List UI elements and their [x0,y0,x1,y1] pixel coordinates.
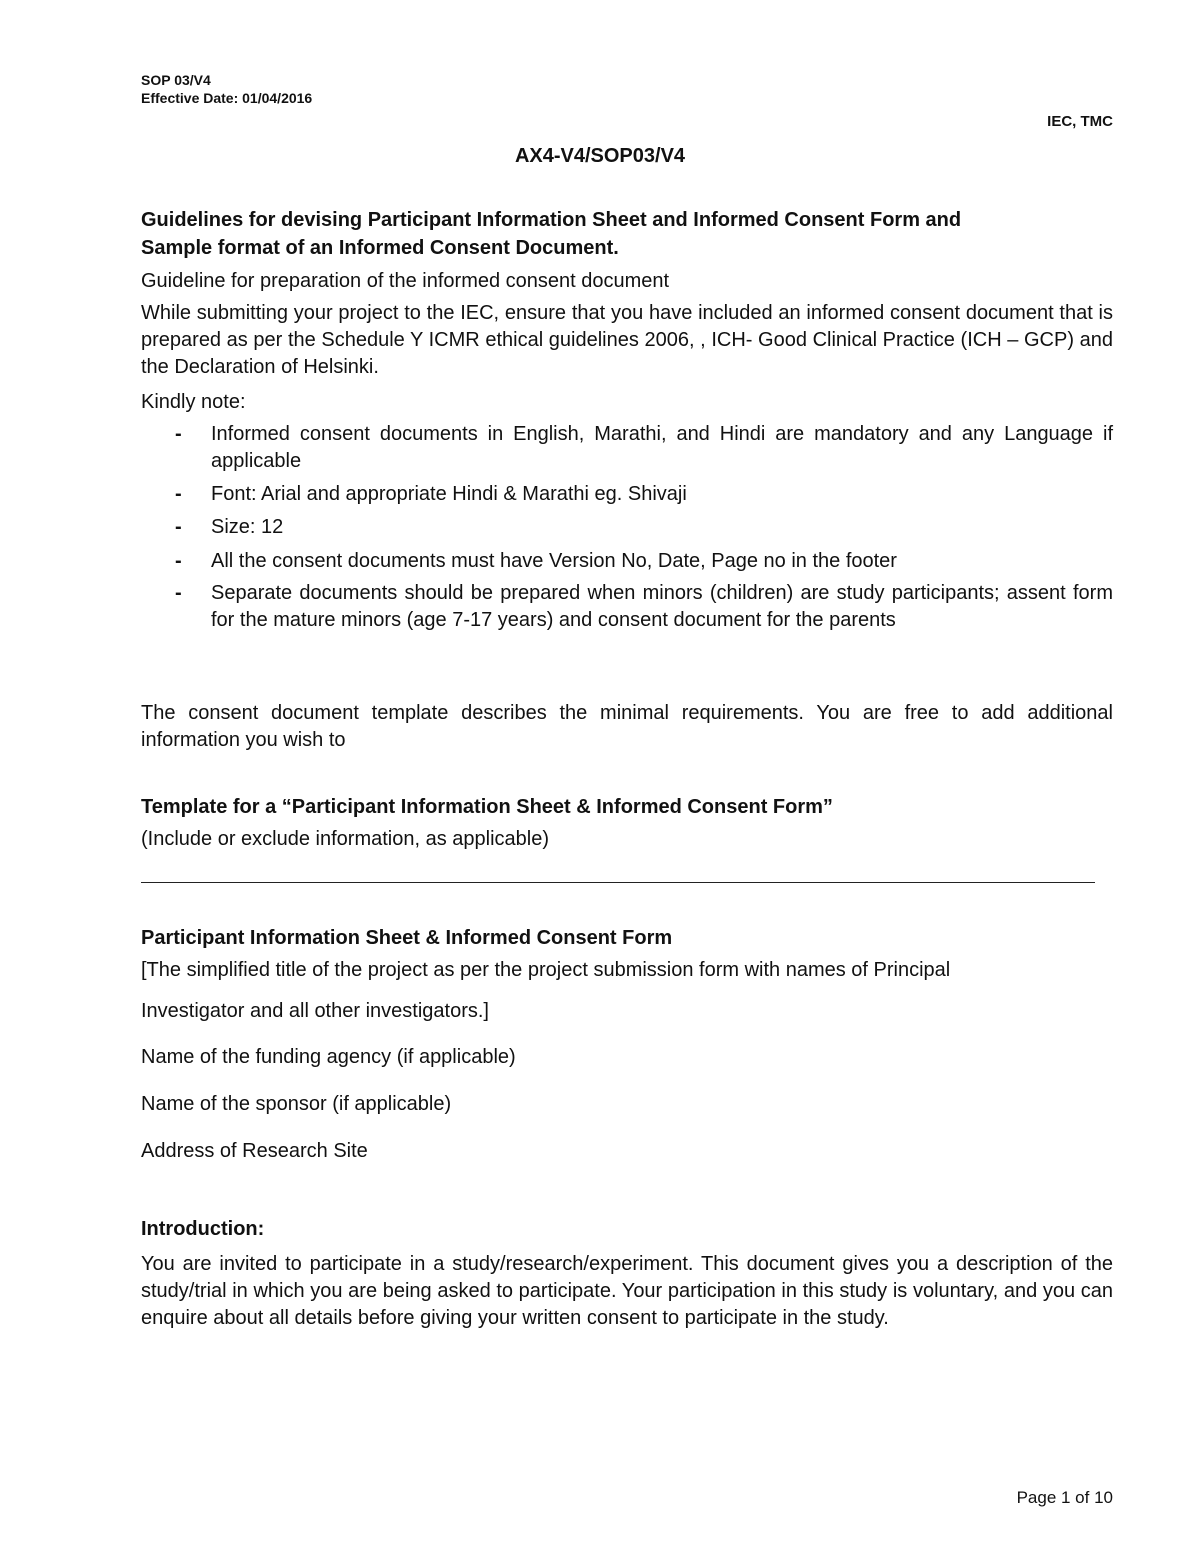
document-title: AX4-V4/SOP03/V4 [514,145,686,167]
kindly-note: Kindly note: [141,391,246,413]
page-number: Page 1 of 10 [1016,1488,1113,1507]
effective-date: Effective Date: 01/04/2016 [141,90,313,106]
guidelines-heading-line2: Sample format of an Informed Consent Document. [141,237,619,259]
bullet-marker: - [175,483,182,505]
list-item-text: Separate documents should be prepared when minors (children) are study participants; assent form for the mature minors (age 7-17 years) and consent document for the parents [211,582,1113,631]
doc-code: SOP 03/V4 [141,72,211,88]
list-item-text: Informed consent documents in English, Marathi, and Hindi are mandatory and any Language if applicable [211,423,1113,472]
funding-agency: Name of the funding agency (if applicable) [141,1046,516,1068]
submission-paragraph: While submitting your project to the IEC, ensure that you have included an informed consent document that is prepared as per the Schedule Y ICMR ethical guidelines 2006, , ICH- Good Clinical Practice (ICH – GCP) and the Declaration of Helsinki. [141,302,1113,378]
bullet-marker: - [175,516,182,538]
separator-line [141,882,1095,883]
list-item-text: Font: Arial and appropriate Hindi & Marathi eg. Shivaji [211,483,687,505]
guideline-subheading: Guideline for preparation of the informed consent document [141,270,670,292]
project-title-line2: Investigator and all other investigators.] [141,1000,489,1022]
introduction-paragraph: You are invited to participate in a study/research/experiment. This document gives you a description of the study/trial in which you are being asked to participate. Your participation in this study is voluntary, and you can enquire about all details before giving your written consent to participate in the study. [141,1253,1113,1329]
guidelines-heading-line1: Guidelines for devising Participant Information Sheet and Informed Consent Form and [141,209,962,231]
research-site-address: Address of Research Site [141,1140,368,1162]
list-item-text: Size: 12 [211,516,284,538]
bullet-marker: - [175,582,182,604]
sponsor-name: Name of the sponsor (if applicable) [141,1093,452,1115]
form-heading: Participant Information Sheet & Informed Consent Form [141,927,673,949]
list-item-text: All the consent documents must have Version No, Date, Page no in the footer [211,550,897,572]
template-heading: Template for a “Participant Information Sheet & Informed Consent Form” [141,796,833,818]
bullet-marker: - [175,550,182,572]
template-note: (Include or exclude information, as applicable) [141,828,549,850]
template-note-paragraph: The consent document template describes the minimal requirements. You are free to add additional information you wish to [141,702,1113,751]
introduction-heading: Introduction: [141,1218,265,1240]
org-label: IEC, TMC [1047,113,1113,130]
bullet-marker: - [175,423,182,445]
project-title-line1: [The simplified title of the project as per the project submission form with names of Principal [141,959,951,981]
